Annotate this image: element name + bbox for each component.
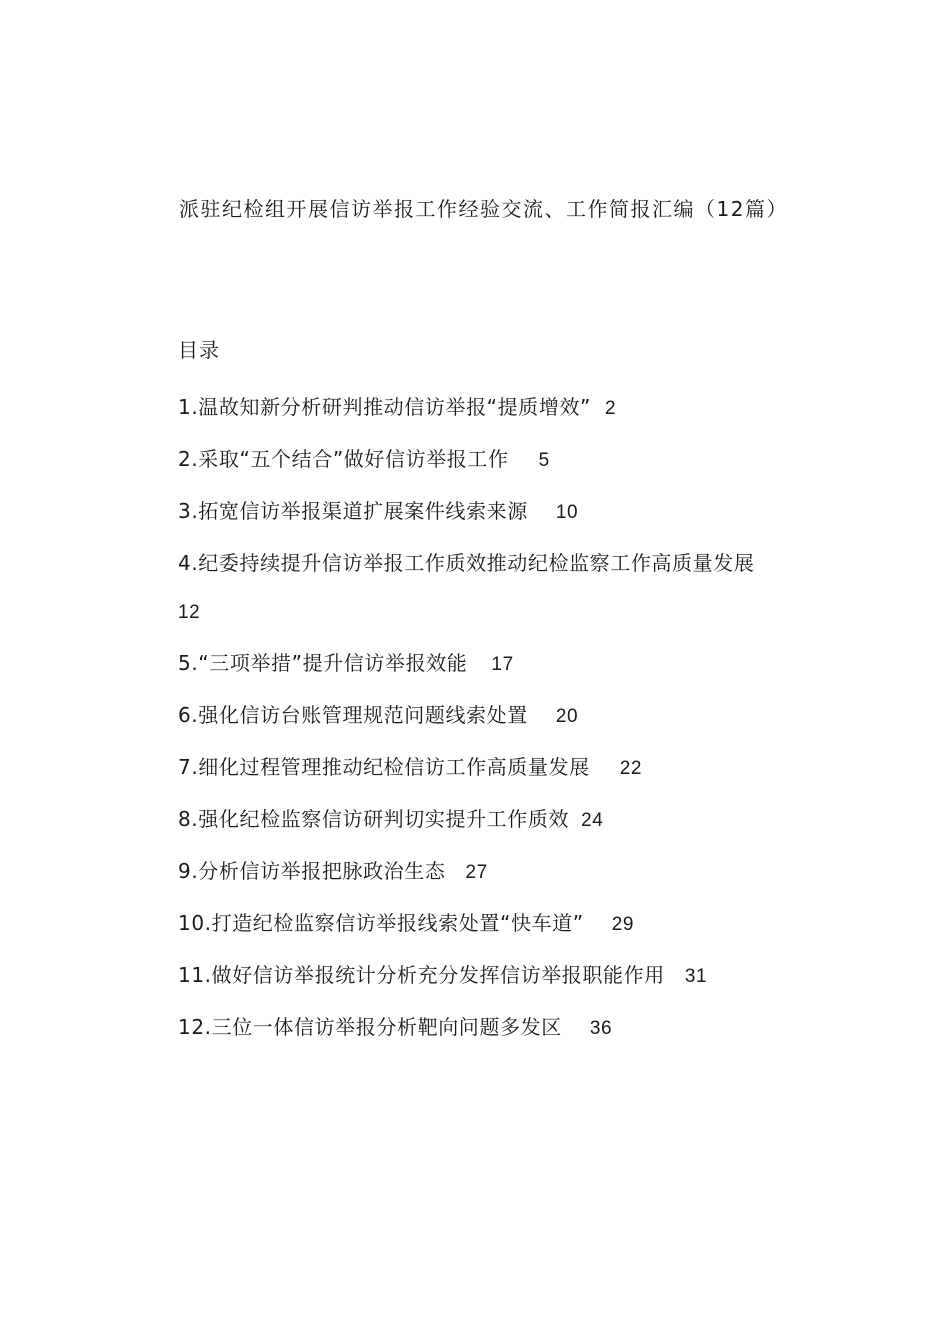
toc-entry-page: 20 <box>555 706 579 727</box>
toc-entry[interactable] <box>178 794 818 846</box>
toc-entry-page: 29 <box>611 914 635 935</box>
toc-entry-title: 11.做好信访举报统计分析充分发挥信访举报职能作用 <box>178 963 665 987</box>
toc-entry-page: 10 <box>555 502 579 523</box>
toc-entry-title: 10.打造纪检监察信访举报线索处置“快车道” <box>178 911 584 935</box>
toc-entry[interactable] <box>178 1002 818 1054</box>
toc-entry-page: 24 <box>581 810 604 831</box>
toc-entry-title: 4.纪委持续提升信访举报工作质效推动纪检监察工作高质量发展 <box>178 551 755 575</box>
toc-entry-title: 9.分析信访举报把脉政治生态 <box>178 859 446 883</box>
toc-entry[interactable] <box>178 382 818 434</box>
table-of-contents <box>178 382 818 1054</box>
toc-entry-page: 12 <box>178 602 201 623</box>
toc-entry[interactable] <box>178 434 818 486</box>
toc-entry[interactable] <box>178 898 818 950</box>
toc-entry-title: 8.强化纪检监察信访研判切实提升工作质效 <box>178 807 570 831</box>
toc-entry[interactable] <box>178 846 818 898</box>
toc-entry[interactable] <box>178 638 818 690</box>
toc-entry-title: 12.三位一体信访举报分析靶向问题多发区 <box>178 1015 562 1039</box>
toc-entry[interactable] <box>178 486 818 538</box>
toc-entry-title: 1.温故知新分析研判推动信访举报“提质增效” <box>178 395 592 419</box>
document-title: 派驻纪检组开展信访举报工作经验交流、工作简报汇编（12篇） <box>179 197 788 221</box>
toc-entry-page: 2 <box>605 398 617 419</box>
toc-entry-title: 2.采取“五个结合”做好信访举报工作 <box>178 447 509 471</box>
toc-entry-page: 31 <box>684 966 708 987</box>
toc-heading: 目录 <box>178 338 220 362</box>
toc-entry-title: 6.强化信访台账管理规范问题线索处置 <box>178 703 528 727</box>
toc-entry-page: 27 <box>465 862 488 883</box>
toc-entry-title: 3.拓宽信访举报渠道扩展案件线索来源 <box>178 499 528 523</box>
toc-entry[interactable] <box>178 538 818 638</box>
toc-entry-page: 36 <box>589 1018 613 1039</box>
toc-entry[interactable] <box>178 742 818 794</box>
toc-entry[interactable] <box>178 950 818 1002</box>
toc-entry[interactable] <box>178 690 818 742</box>
toc-entry-title: 5.“三项举措”提升信访举报效能 <box>178 651 468 675</box>
toc-entry-page: 5 <box>538 450 550 471</box>
toc-entry-title: 7.细化过程管理推动纪检信访工作高质量发展 <box>178 755 590 779</box>
toc-entry-page: 22 <box>619 758 643 779</box>
toc-entry-page: 17 <box>491 654 514 675</box>
